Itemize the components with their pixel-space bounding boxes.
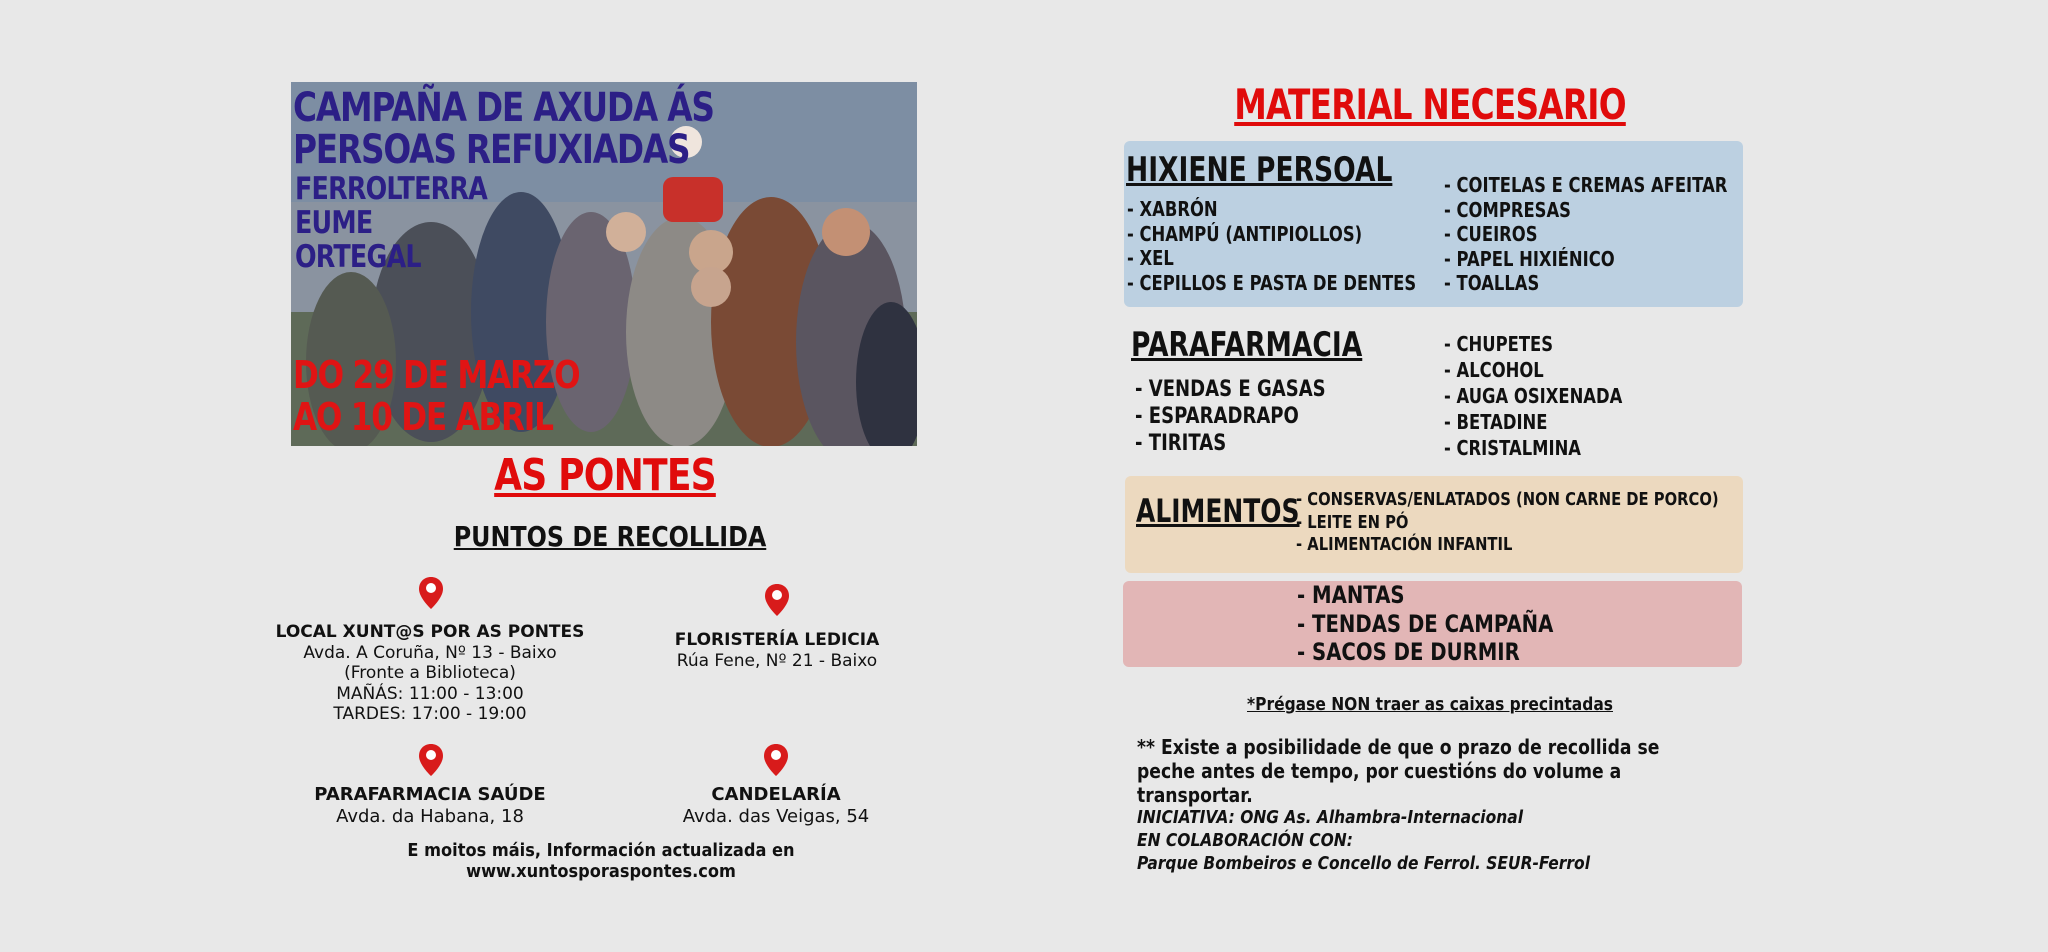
- location-pin-icon: [763, 743, 789, 777]
- pharmacy-list-1: [1135, 376, 1326, 457]
- hygiene-list-2: [1444, 173, 1727, 296]
- collection-point: [617, 630, 937, 671]
- list-item: - LEITE EN PÓ: [1296, 511, 1409, 533]
- initiative-line: INICIATIVA: ONG As. Alhambra-Internacional: [1137, 807, 1524, 828]
- point-name: LOCAL XUNT@S POR AS PONTES: [275, 622, 585, 642]
- banner-title: [293, 85, 714, 173]
- location-pin-icon: [418, 576, 444, 610]
- collaboration-line: Parque Bombeiros e Concello de Ferrol. SEUR-Ferrol: [1137, 853, 1591, 874]
- list-item: - CHAMPÚ (ANTIPIOLLOS): [1127, 221, 1363, 246]
- list-item: - ESPARADRAPO: [1135, 404, 1299, 429]
- collection-point: [250, 622, 610, 725]
- list-item: - BETADINE: [1444, 410, 1548, 434]
- location-pin-icon: [418, 743, 444, 777]
- list-item: - CONSERVAS/ENLATADOS (NON CARNE DE PORCO): [1296, 489, 1719, 510]
- list-item: - TOALLAS: [1444, 271, 1540, 295]
- list-item: - ALCOHOL: [1444, 358, 1544, 382]
- date-line: AO 10 DE ABRIL: [293, 395, 553, 439]
- list-item: - SACOS DE DURMIR: [1297, 638, 1520, 666]
- point-detail: Avda. da Habana, 18: [336, 806, 524, 827]
- food-list: [1296, 489, 1719, 557]
- hygiene-heading: HIXIENE PERSOAL: [1126, 150, 1393, 190]
- deadline-note: ** Existe a posibilidade de que o prazo de recollida se peche antes de tempo, por cuestións do volume a transportar.: [1137, 735, 1660, 807]
- list-item: - CRISTALMINA: [1444, 436, 1581, 460]
- region-label: EUME: [295, 205, 373, 241]
- list-item: - TIRITAS: [1135, 431, 1227, 456]
- list-item: - TENDAS DE CAMPAÑA: [1297, 609, 1554, 638]
- list-item: - MANTAS: [1297, 581, 1405, 609]
- pharmacy-heading: PARAFARMACIA: [1131, 325, 1363, 365]
- list-item: - CUEIROS: [1444, 222, 1538, 246]
- list-item: - AUGA OSIXENADA: [1444, 384, 1623, 408]
- location-pin-icon: [764, 583, 790, 617]
- list-item: - XEL: [1127, 246, 1174, 270]
- food-heading: ALIMENTOS: [1136, 492, 1300, 530]
- list-item: - COITELAS E CREMAS AFEITAR: [1444, 173, 1728, 197]
- collection-point: [616, 784, 936, 828]
- point-detail: TARDES: 17:00 - 19:00: [333, 704, 527, 724]
- banner-title-line: PERSOAS REFUXIADAS: [293, 127, 690, 173]
- materials-title: MATERIAL NECESARIO: [1234, 80, 1626, 129]
- pharmacy-list-2: [1444, 331, 1622, 461]
- point-name: PARAFARMACIA SAÚDE: [314, 784, 546, 805]
- point-detail: MAÑÁS: 11:00 - 13:00: [336, 683, 524, 704]
- banner-regions: [295, 171, 487, 276]
- point-name: CANDELARÍA: [711, 784, 841, 805]
- point-detail: (Fronte a Biblioteca): [344, 663, 516, 683]
- point-detail: Rúa Fene, Nº 21 - Baixo: [676, 650, 878, 671]
- region-label: FERROLTERRA: [295, 171, 487, 207]
- point-detail: Avda. A Coruña, Nº 13 - Baixo: [303, 642, 557, 663]
- list-item: - VENDAS E GASAS: [1135, 377, 1326, 402]
- hygiene-list-1: [1127, 197, 1416, 295]
- campaign-photo-banner: [291, 82, 917, 446]
- sealed-boxes-note: *Prégase NON traer as caixas precintadas: [1247, 694, 1613, 715]
- list-item: - COMPRESAS: [1444, 197, 1571, 222]
- list-item: - CHUPETES: [1444, 332, 1554, 356]
- list-item: - XABRÓN: [1127, 197, 1218, 221]
- credits: [1137, 806, 1687, 875]
- collaboration-label: EN COLABORACIÓN CON:: [1137, 830, 1353, 851]
- point-name: FLORISTERÍA LEDICIA: [674, 630, 880, 650]
- list-item: - CEPILLOS E PASTA DE DENTES: [1127, 270, 1417, 295]
- region-label: ORTEGAL: [295, 239, 421, 275]
- date-line: DO 29 DE MARZO: [293, 353, 580, 397]
- other-list: [1297, 581, 1553, 667]
- collection-point: [270, 784, 590, 828]
- collection-points-heading: PUNTOS DE RECOLLIDA: [453, 520, 767, 553]
- list-item: - ALIMENTACIÓN INFANTIL: [1296, 534, 1513, 555]
- banner-title-line: CAMPAÑA DE AXUDA ÁS: [293, 85, 714, 131]
- banner-dates: [293, 353, 580, 440]
- list-item: - PAPEL HIXIÉNICO: [1444, 246, 1615, 271]
- town-title: AS PONTES: [494, 450, 716, 501]
- point-detail: Avda. das Veigas, 54: [682, 806, 870, 827]
- more-info-line: E moitos máis, Información actualizada en www.xuntosporaspontes.com: [407, 840, 795, 882]
